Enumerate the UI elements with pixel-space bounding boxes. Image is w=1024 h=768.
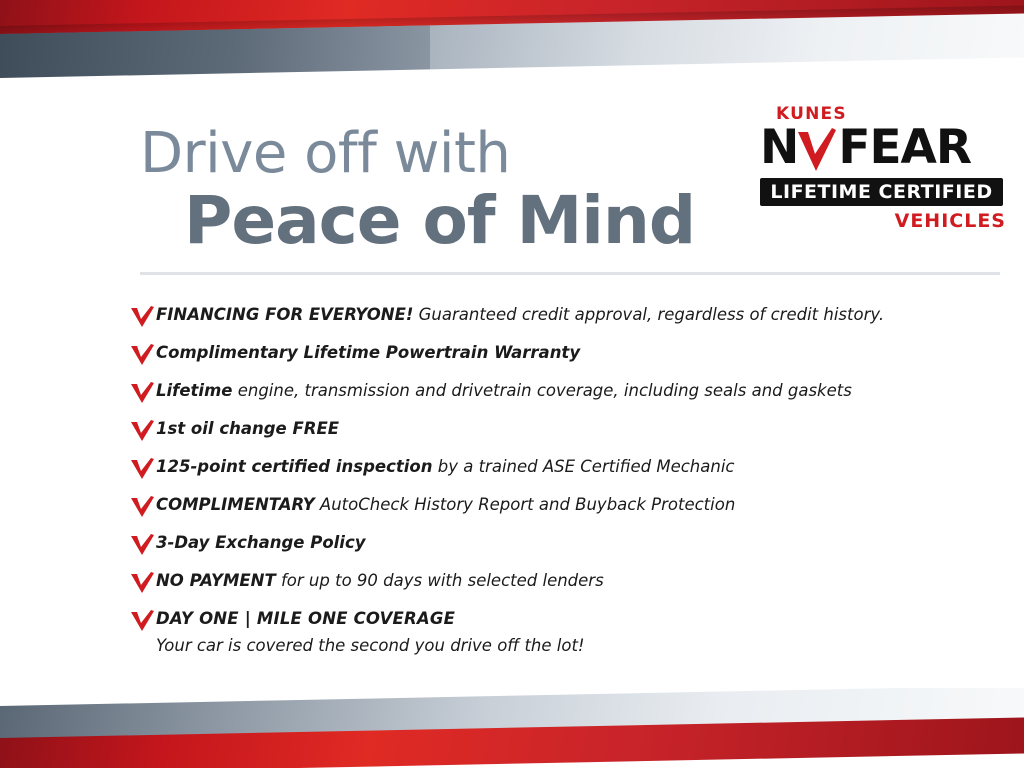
list-item-text	[156, 381, 970, 402]
top-banner	[0, 0, 1024, 92]
list-item-text	[156, 305, 970, 326]
headline	[140, 121, 760, 259]
list-item-text	[156, 571, 970, 592]
bottom-banner	[0, 688, 1024, 768]
list-item	[130, 419, 970, 445]
red-check-mark-icon	[130, 344, 156, 366]
list-item-text	[156, 419, 970, 440]
list-item-rest: for up to 90 days with selected lenders	[275, 571, 604, 590]
logo-wordmark-suffix: FEAR	[838, 120, 972, 175]
logo-vehicles-text: VEHICLES	[894, 210, 1006, 232]
list-item-rest: by a trained ASE Certified Mechanic	[432, 457, 735, 476]
list-item	[130, 609, 970, 655]
red-check-mark-icon	[130, 496, 156, 518]
logo-brand-text: KUNES	[776, 104, 847, 124]
list-item-text	[156, 533, 970, 554]
red-check-mark-icon	[130, 420, 156, 442]
list-item	[130, 533, 970, 559]
red-check-mark-icon	[130, 458, 156, 480]
logo-certified-bar: LIFETIME CERTIFIED	[760, 178, 1003, 206]
headline-line-one: Drive off with	[140, 121, 511, 186]
red-check-mark-icon	[130, 572, 156, 594]
red-check-mark-icon	[130, 534, 156, 556]
list-item-bold: 125-point certified inspection	[156, 457, 433, 476]
red-check-mark-icon	[130, 382, 156, 404]
list-item-bold: COMPLIMENTARY	[156, 495, 315, 514]
list-item	[130, 381, 970, 407]
list-item-bold: FINANCING FOR EVERYONE!	[156, 305, 414, 324]
list-item	[130, 305, 970, 331]
list-item-subtext: Your car is covered the second you drive off the lot!	[156, 636, 585, 655]
list-item	[130, 457, 970, 483]
headline-line-two: Peace of Mind	[184, 182, 696, 259]
list-item-rest: engine, transmission and drivetrain coverage, including seals and gaskets	[232, 381, 852, 400]
list-item-bold: 1st oil change FREE	[156, 419, 339, 438]
list-item-text	[156, 457, 970, 478]
list-item-text	[156, 495, 970, 516]
no-fear-logo	[758, 104, 1006, 244]
benefits-list	[130, 305, 970, 667]
check-mark-icon	[795, 128, 837, 172]
red-check-mark-icon	[130, 610, 156, 632]
list-item	[130, 495, 970, 521]
list-item-rest: Guaranteed credit approval, regardless of credit history.	[413, 305, 885, 324]
headline-divider	[140, 272, 1000, 275]
list-item-rest: AutoCheck History Report and Buyback Protection	[314, 495, 736, 514]
list-item	[130, 343, 970, 369]
red-check-mark-icon	[130, 306, 156, 328]
list-item-bold: Complimentary Lifetime Powertrain Warranty	[156, 343, 581, 362]
logo-wordmark	[760, 120, 972, 175]
list-item-bold: 3-Day Exchange Policy	[156, 533, 366, 552]
list-item-bold: Lifetime	[156, 381, 233, 400]
list-item-text	[156, 343, 970, 364]
list-item-bold: DAY ONE | MILE ONE COVERAGE	[156, 609, 456, 628]
list-item-bold: NO PAYMENT	[156, 571, 276, 590]
logo-wordmark-prefix: N	[760, 120, 799, 175]
list-item	[130, 571, 970, 597]
